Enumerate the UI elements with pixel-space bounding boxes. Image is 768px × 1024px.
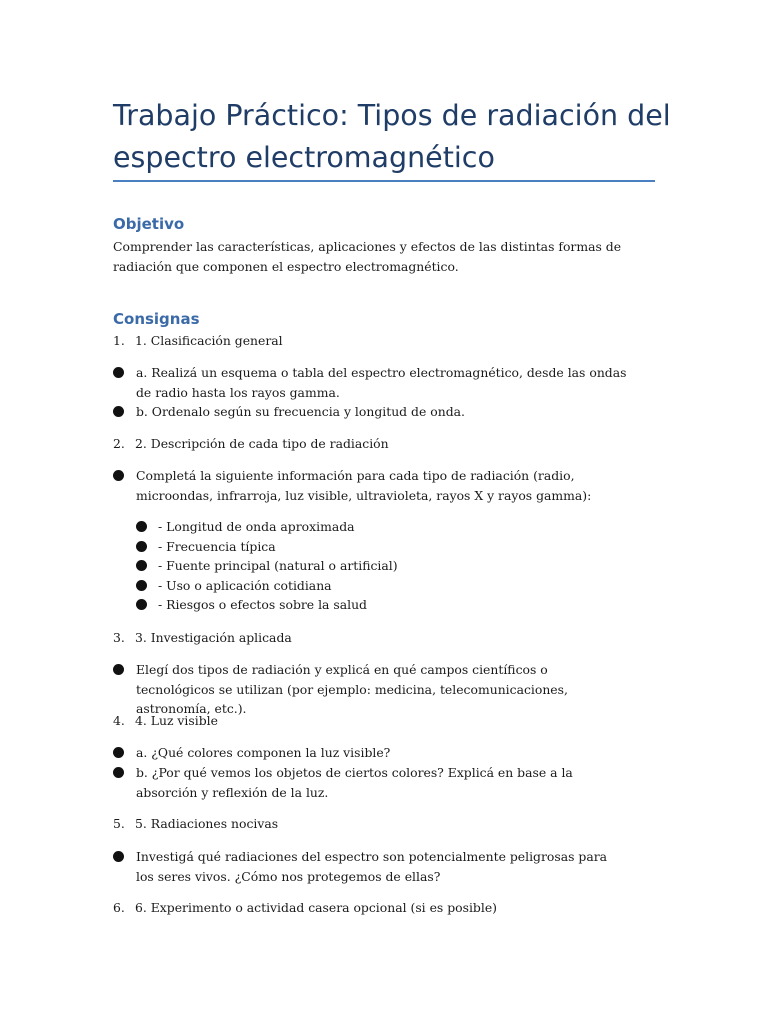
- list-item: [113, 466, 613, 505]
- section-5-title: [113, 814, 278, 834]
- section-number: 2.: [113, 436, 125, 451]
- sub-list-item-text: - Uso o aplicación cotidiana: [158, 578, 332, 593]
- list-item: [113, 763, 623, 802]
- section-title: 2. Descripción de cada tipo de radiación: [135, 436, 389, 451]
- bullet-icon: [136, 580, 147, 591]
- sub-list-item: [136, 537, 636, 557]
- list-item-text: b. ¿Por qué vemos los objetos de ciertos colores? Explicá en base a la absorción y reflexión de la luz.: [136, 765, 573, 800]
- list-item: [113, 847, 623, 886]
- sub-list-item-text: - Fuente principal (natural o artificial): [158, 558, 398, 573]
- section-title: 4. Luz visible: [135, 713, 218, 728]
- sub-list-item: [136, 556, 636, 576]
- list-item: [113, 743, 633, 763]
- section-3-title: [113, 628, 292, 648]
- section-number: 1.: [113, 333, 125, 348]
- list-item: [113, 363, 633, 402]
- list-item-text: b. Ordenalo según su frecuencia y longitud de onda.: [136, 404, 465, 419]
- bullet-icon: [113, 406, 124, 417]
- sub-list-item: [136, 595, 636, 615]
- objective-text: Comprender las características, aplicaciones y efectos de las distintas formas de radiación que componen el espectro electromagnético.: [113, 239, 622, 274]
- sub-list-item: [136, 576, 636, 596]
- section-number: 6.: [113, 900, 125, 915]
- sub-list-item: [136, 517, 636, 537]
- sub-list-item-text: - Riesgos o efectos sobre la salud: [158, 597, 367, 612]
- sub-list-item-text: - Longitud de onda aproximada: [158, 519, 355, 534]
- section-2-title: [113, 434, 389, 454]
- bullet-icon: [113, 767, 124, 778]
- section-title: 5. Radiaciones nocivas: [135, 816, 279, 831]
- list-item: [113, 660, 623, 719]
- list-item: [113, 402, 633, 422]
- bullet-icon: [136, 541, 147, 552]
- list-item-text: a. ¿Qué colores componen la luz visible?: [136, 745, 391, 760]
- bullet-icon: [136, 521, 147, 532]
- objective-heading: Objetivo: [113, 215, 185, 233]
- section-title: 3. Investigación aplicada: [135, 630, 292, 645]
- consignas-heading: Consignas: [113, 310, 200, 328]
- section-title: 6. Experimento o actividad casera opcional (si es posible): [135, 900, 497, 915]
- section-6-title: [113, 898, 497, 918]
- document-title: Trabajo Práctico: Tipos de radiación del espectro electromagnético: [113, 99, 671, 174]
- bullet-icon: [136, 560, 147, 571]
- bullet-icon: [113, 470, 124, 481]
- section-title: 1. Clasificación general: [135, 333, 283, 348]
- bullet-icon: [113, 664, 124, 675]
- section-4-title: [113, 711, 218, 731]
- bullet-icon: [136, 599, 147, 610]
- list-item-text: Completá la siguiente información para cada tipo de radiación (radio, microondas, infrarroja, luz visible, ultravioleta, rayos X y rayos gamma):: [136, 468, 592, 503]
- bullet-icon: [113, 747, 124, 758]
- list-item-text: a. Realizá un esquema o tabla del espectro electromagnético, desde las ondas de radio hasta los rayos gamma.: [136, 365, 627, 400]
- list-item-text: Elegí dos tipos de radiación y explicá en qué campos científicos o tecnológicos se utilizan (por ejemplo: medicina, telecomunicaciones, astronomía, etc.).: [136, 662, 568, 716]
- bullet-icon: [113, 367, 124, 378]
- section-number: 5.: [113, 816, 125, 831]
- section-number: 3.: [113, 630, 125, 645]
- bullet-icon: [113, 851, 124, 862]
- sub-list-item-text: - Frecuencia típica: [158, 539, 276, 554]
- section-number: 4.: [113, 713, 125, 728]
- section-1-title: [113, 331, 283, 351]
- list-item-text: Investigá qué radiaciones del espectro son potencialmente peligrosas para los seres vivos. ¿Cómo nos protegemos de ellas?: [136, 849, 608, 884]
- title-underline: [113, 180, 655, 182]
